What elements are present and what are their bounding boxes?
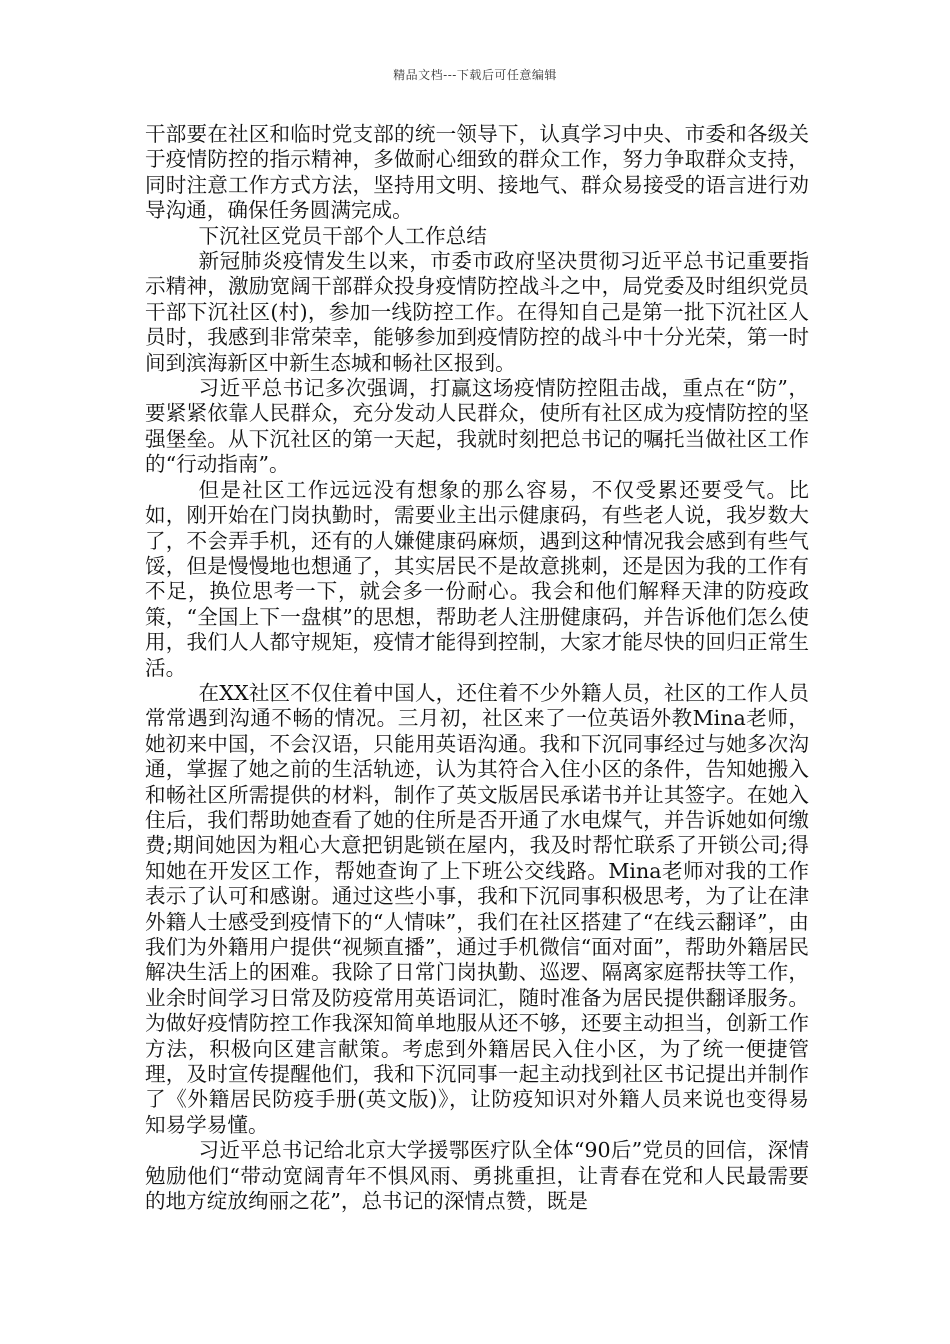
document-body bbox=[145, 122, 809, 1214]
paragraph: 习近平总书记多次强调，打赢这场疫情防控阻击战，重点在“防”，要紧紧依靠人民群众，充分发动人民群众，使所有社区成为疫情防控的坚强堡垒。从下沉社区的第一天起，我就时刻把总书记的嘱托当做社区工作的“行动指南”。 bbox=[145, 376, 809, 477]
paragraph: 但是社区工作远远没有想象的那么容易，不仅受累还要受气。比如，刚开始在门岗执勤时，需要业主出示健康码，有些老人说，我岁数大了，不会弄手机，还有的人嫌健康码麻烦，遇到这种情况我会感到有些气馁，但是慢慢地也想通了，其实居民不是故意挑刺，还是因为我的工作有不足，换位思考一下，就会多一份耐心。我会和他们解释天津的防疫政策，“全国上下一盘棋”的思想，帮助老人注册健康码，并告诉他们怎么使用，我们人人都守规矩，疫情才能得到控制，大家才能尽快的回归正常生活。 bbox=[145, 477, 809, 680]
page-header: 精品文档---下载后可任意编辑 bbox=[393, 68, 557, 82]
paragraph: 习近平总书记给北京大学援鄂医疗队全体“90后”党员的回信，深情勉励他们“带动宽阔青年不惧风雨、勇挑重担，让青春在党和人民最需要的地方绽放绚丽之花”，总书记的深情点赞，既是 bbox=[145, 1138, 809, 1214]
paragraph: 在XX社区不仅住着中国人，还住着不少外籍人员，社区的工作人员常常遇到沟通不畅的情况。三月初，社区来了一位英语外教Mina老师，她初来中国，不会汉语，只能用英语沟通。我和下沉同事经过与她多次沟通，掌握了她之前的生活轨迹，认为其符合入住小区的条件，告知她搬入和畅社区所需提供的材料，制作了英文版居民承诺书并让其签字。在她入住后，我们帮助她查看了她的住所是否开通了水电煤气，并告诉她如何缴费;期间她因为粗心大意把钥匙锁在屋内，我及时帮忙联系了开锁公司;得知她在开发区工作，帮她查询了上下班公交线路。Mina老师对我的工作表示了认可和感谢。通过这些小事，我和下沉同事积极思考，为了让在津外籍人士感受到疫情下的“人情味”，我们在社区搭建了“在线云翻译”，由我们为外籍用户提供“视频直播”，通过手机微信“面对面”，帮助外籍居民解决生活上的困难。我除了日常门岗执勤、巡逻、隔离家庭帮扶等工作，业余时间学习日常及防疫常用英语词汇，随时准备为居民提供翻译服务。为做好疫情防控工作我深知简单地服从还不够，还要主动担当，创新工作方法，积极向区建言献策。考虑到外籍居民入住小区，为了统一便捷管理，及时宣传提醒他们，我和下沉同事一起主动找到社区书记提出并制作了《外籍居民防疫手册(英文版)》，让防疫知识对外籍人员来说也变得易知易学易懂。 bbox=[145, 680, 809, 1137]
paragraph-continuation: 干部要在社区和临时党支部的统一领导下，认真学习中央、市委和各级关于疫情防控的指示精神，多做耐心细致的群众工作，努力争取群众支持，同时注意工作方式方法，坚持用文明、接地气、群众易接受的语言进行劝导沟通，确保任务圆满完成。 bbox=[145, 122, 809, 223]
section-title: 下沉社区党员干部个人工作总结 bbox=[198, 223, 487, 248]
paragraph: 新冠肺炎疫情发生以来，市委市政府坚决贯彻习近平总书记重要指示精神，激励宽阔干部群众投身疫情防控战斗之中，局党委及时组织党员干部下沉社区(村)，参加一线防控工作。在得知自己是第一批下沉社区人员时，我感到非常荣幸，能够参加到疫情防控的战斗中十分光荣，第一时间到滨海新区中新生态城和畅社区报到。 bbox=[145, 249, 809, 375]
